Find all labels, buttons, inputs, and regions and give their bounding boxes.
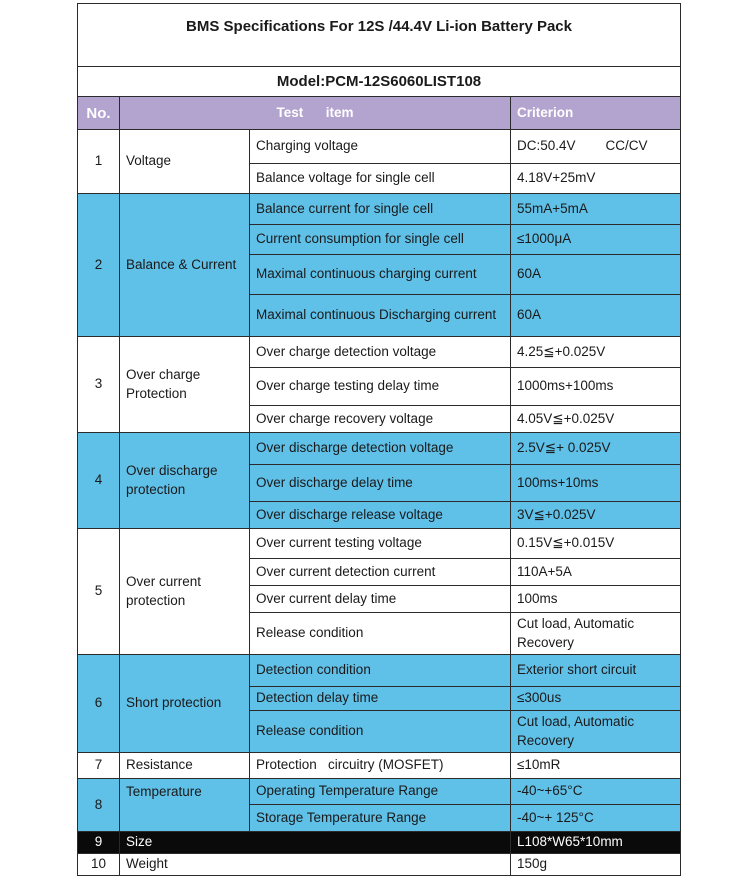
test-item: Over charge recovery voltage <box>250 406 511 433</box>
table-row <box>78 854 681 876</box>
criterion: 150g <box>511 854 681 876</box>
header-test-item: Test item <box>120 97 511 130</box>
criterion: 55mA+5mA <box>511 194 681 225</box>
header-row <box>78 97 681 130</box>
group-name: Weight <box>120 854 511 876</box>
test-item: Operating Temperature Range <box>250 779 511 805</box>
test-item: Over discharge release voltage <box>250 502 511 529</box>
test-item: Balance voltage for single cell <box>250 164 511 194</box>
test-item: Protection circuitry (MOSFET) <box>250 753 511 779</box>
group-name: Over charge Protection <box>120 337 250 433</box>
title-row <box>78 4 681 67</box>
test-item: Release condition <box>250 711 511 753</box>
group-name: Resistance <box>120 753 250 779</box>
table-row <box>78 832 681 854</box>
criterion: 60A <box>511 255 681 295</box>
criterion: Exterior short circuit <box>511 655 681 687</box>
criterion: 1000ms+100ms <box>511 368 681 406</box>
group-name: Over discharge protection <box>120 433 250 529</box>
group-name: Over current protection <box>120 529 250 655</box>
criterion: 100ms <box>511 586 681 613</box>
test-item: Charging voltage <box>250 130 511 164</box>
criterion: 3V≦+0.025V <box>511 502 681 529</box>
criterion: Cut load, Automatic Recovery <box>511 613 681 655</box>
criterion: 4.05V≦+0.025V <box>511 406 681 433</box>
test-item: Over charge testing delay time <box>250 368 511 406</box>
table-title: BMS Specifications For 12S /44.4V Li-ion Battery Pack <box>78 4 681 67</box>
test-item: Detection delay time <box>250 687 511 711</box>
test-item: Over discharge delay time <box>250 465 511 502</box>
model-row <box>78 67 681 97</box>
table-row <box>78 655 681 687</box>
criterion: 4.25≦+0.025V <box>511 337 681 368</box>
group-name: Temperature <box>120 779 250 832</box>
test-item: Over current detection current <box>250 559 511 586</box>
test-item: Detection condition <box>250 655 511 687</box>
group-name: Size <box>120 832 511 854</box>
group-no: 8 <box>78 779 120 832</box>
criterion: ≤10mR <box>511 753 681 779</box>
bms-spec-table <box>77 3 681 876</box>
test-item: Balance current for single cell <box>250 194 511 225</box>
table-row <box>78 130 681 164</box>
group-no: 6 <box>78 655 120 753</box>
group-no: 3 <box>78 337 120 433</box>
group-no: 2 <box>78 194 120 337</box>
group-no: 10 <box>78 854 120 876</box>
group-no: 9 <box>78 832 120 854</box>
table-row <box>78 337 681 368</box>
test-item: Over discharge detection voltage <box>250 433 511 465</box>
criterion: ≤300us <box>511 687 681 711</box>
table-row <box>78 529 681 559</box>
criterion: 100ms+10ms <box>511 465 681 502</box>
test-item: Over charge detection voltage <box>250 337 511 368</box>
criterion: 110A+5A <box>511 559 681 586</box>
test-item: Maximal continuous Discharging current <box>250 295 511 337</box>
group-name: Short protection <box>120 655 250 753</box>
table-row <box>78 433 681 465</box>
group-name: Balance & Current <box>120 194 250 337</box>
criterion: -40~+65°C <box>511 779 681 805</box>
group-no: 7 <box>78 753 120 779</box>
test-item: Current consumption for single cell <box>250 225 511 255</box>
criterion: L108*W65*10mm <box>511 832 681 854</box>
criterion: 60A <box>511 295 681 337</box>
header-criterion: Criterion <box>511 97 681 130</box>
criterion: 4.18V+25mV <box>511 164 681 194</box>
group-no: 5 <box>78 529 120 655</box>
test-item: Maximal continuous charging current <box>250 255 511 295</box>
criterion: Cut load, Automatic Recovery <box>511 711 681 753</box>
criterion: ≤1000μA <box>511 225 681 255</box>
table-row <box>78 194 681 225</box>
group-no: 1 <box>78 130 120 194</box>
group-name: Voltage <box>120 130 250 194</box>
table-row <box>78 753 681 779</box>
test-item: Release condition <box>250 613 511 655</box>
criterion: DC:50.4V CC/CV <box>511 130 681 164</box>
test-item: Storage Temperature Range <box>250 805 511 832</box>
header-no: No. <box>78 97 120 130</box>
table-row <box>78 779 681 805</box>
criterion: 2.5V≦+ 0.025V <box>511 433 681 465</box>
test-item: Over current testing voltage <box>250 529 511 559</box>
model-label: Model:PCM-12S6060LIST108 <box>78 67 681 97</box>
criterion: -40~+ 125°C <box>511 805 681 832</box>
group-no: 4 <box>78 433 120 529</box>
test-item: Over current delay time <box>250 586 511 613</box>
criterion: 0.15V≦+0.015V <box>511 529 681 559</box>
